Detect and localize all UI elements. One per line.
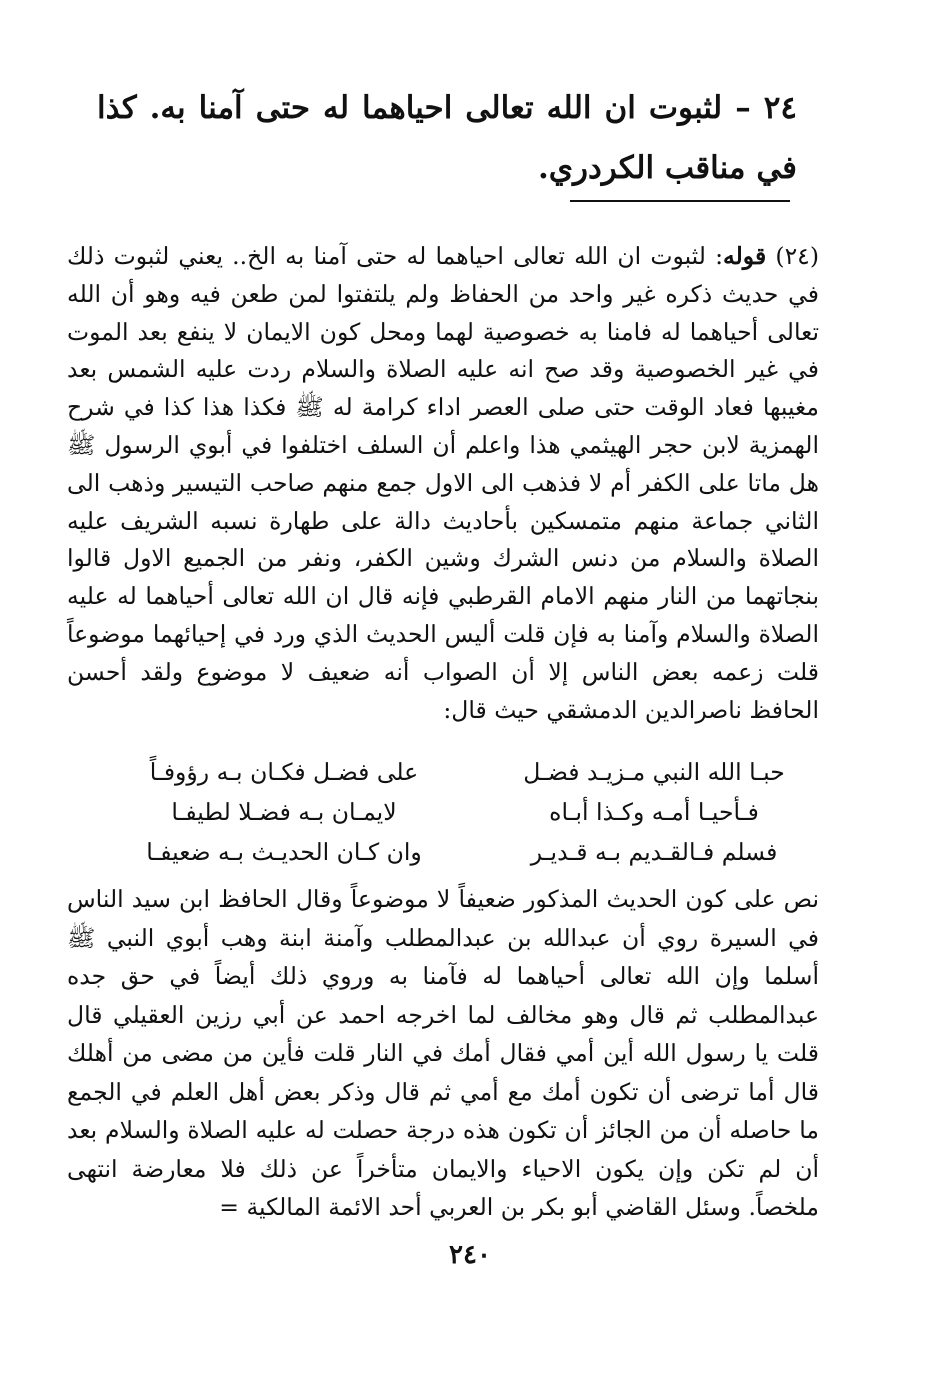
main-sentence: لثبوت ان الله تعالى احياهما له حتى آمنا به. كذا في مناقب الكردري. [97, 90, 797, 186]
poem-first-hemistich: فـأحيـا أمـه وكـذا أبـاه [549, 798, 759, 826]
main-dash: – [735, 90, 751, 126]
poem-verse [119, 752, 819, 792]
poem-second-hemistich: على فضـل فكـان بـه رؤوفـاً [149, 758, 419, 786]
poem-second-hemistich: لايمـان بـه فضـلا لطيفـا [171, 798, 397, 826]
poem-verse [119, 792, 819, 832]
main-number: ٢٤ [763, 90, 797, 126]
poem-verse [119, 832, 819, 872]
commentary-ref: (٢٤) [775, 242, 819, 270]
poem-first-hemistich: فسلم فـالقـديم بـه قـديـر [530, 838, 778, 866]
commentary-paragraph [67, 238, 819, 729]
main-text [97, 78, 797, 198]
separator-rule [570, 200, 790, 202]
poem-second-hemistich: وان كـان الحديـث بـه ضعيفـا [146, 838, 422, 866]
commentary-body: : لثبوت ان الله تعالى احياهما له حتى آمنا به الخ.. يعني لثبوت ذلك في حديث ذكره غير واحد من الحفاظ ولم يلتفتوا لمن طعن فيه وهو أن الله تعالى أحياهما له فامنا به خصوصية لهما ومحل كون الايمان لا ينفع بعد الموت في غير الخصوصية وقد صح انه عليه الصلاة والسلام ردت عليه الشمس بعد مغيبها فعاد الوقت حتى صلى العصر اداء كرامة له ﷺ فكذا هذا كذا في شرح الهمزية لابن حجر الهيثمي هذا واعلم أن السلف اختلفوا في أبوي الرسول ﷺ هل ماتا على الكفر أم لا فذهب الى الاول جمع منهم صاحب التيسير وذهب الى الثاني جماعة منهم متمسكين بأحاديث دالة على طهارة نسبه الشريف عليه الصلاة والسلام من دنس الشرك وشين الكفر، ونفر من الجميع الاول قالوا بنجاتهما من النار منهم الامام القرطبي فإنه قال ان الله تعالى أحياهما له عليه الصلاة والسلام وآمنا به فإن قلت أليس الحديث الذي ورد في إحيائهما موضوعاً قلت زعمه بعض الناس إلا أن الصواب أنه ضعيف لا موضوع ولقد أحسن الحافظ ناصرالدين الدمشقي حيث قال: [67, 242, 819, 724]
poem [119, 752, 819, 872]
commentary-continuation: نص على كون الحديث المذكور ضعيفاً لا موضوعاً وقال الحافظ ابن سيد الناس في السيرة روي أن عبدالله بن عبدالمطلب وآمنة ابنة وهب أبوي النبي ﷺ أسلما وإن الله تعالى أحياهما له فآمنا به وروي ذلك أيضاً في حق جده عبدالمطلب ثم قال وهو مخالف لما اخرجه احمد عن أبي رزين العقيلي قال قلت يا رسول الله أين أمي فقال أمك في النار قلت فأين من مضى من أهلك قال أما ترضى أن تكون أمك مع أمي ثم قال وذكر بعض أهل العلم في الجمع ما حاصله أن من الجائز أن تكون هذه درجة حصلت له عليه الصلاة والسلام بعد أن لم تكن وإن يكون الاحياء والايمان متأخراً عن ذلك فلا معارضة انتهى ملخصاً. وسئل القاضي أبو بكر بن العربي أحد الائمة المالكية = [67, 885, 819, 1221]
poem-first-hemistich: حبـا الله النبي مـزيـد فضـل [523, 758, 785, 786]
commentary-keyword: قوله [723, 242, 767, 270]
page-number: ٢٤٠ [449, 1240, 491, 1270]
